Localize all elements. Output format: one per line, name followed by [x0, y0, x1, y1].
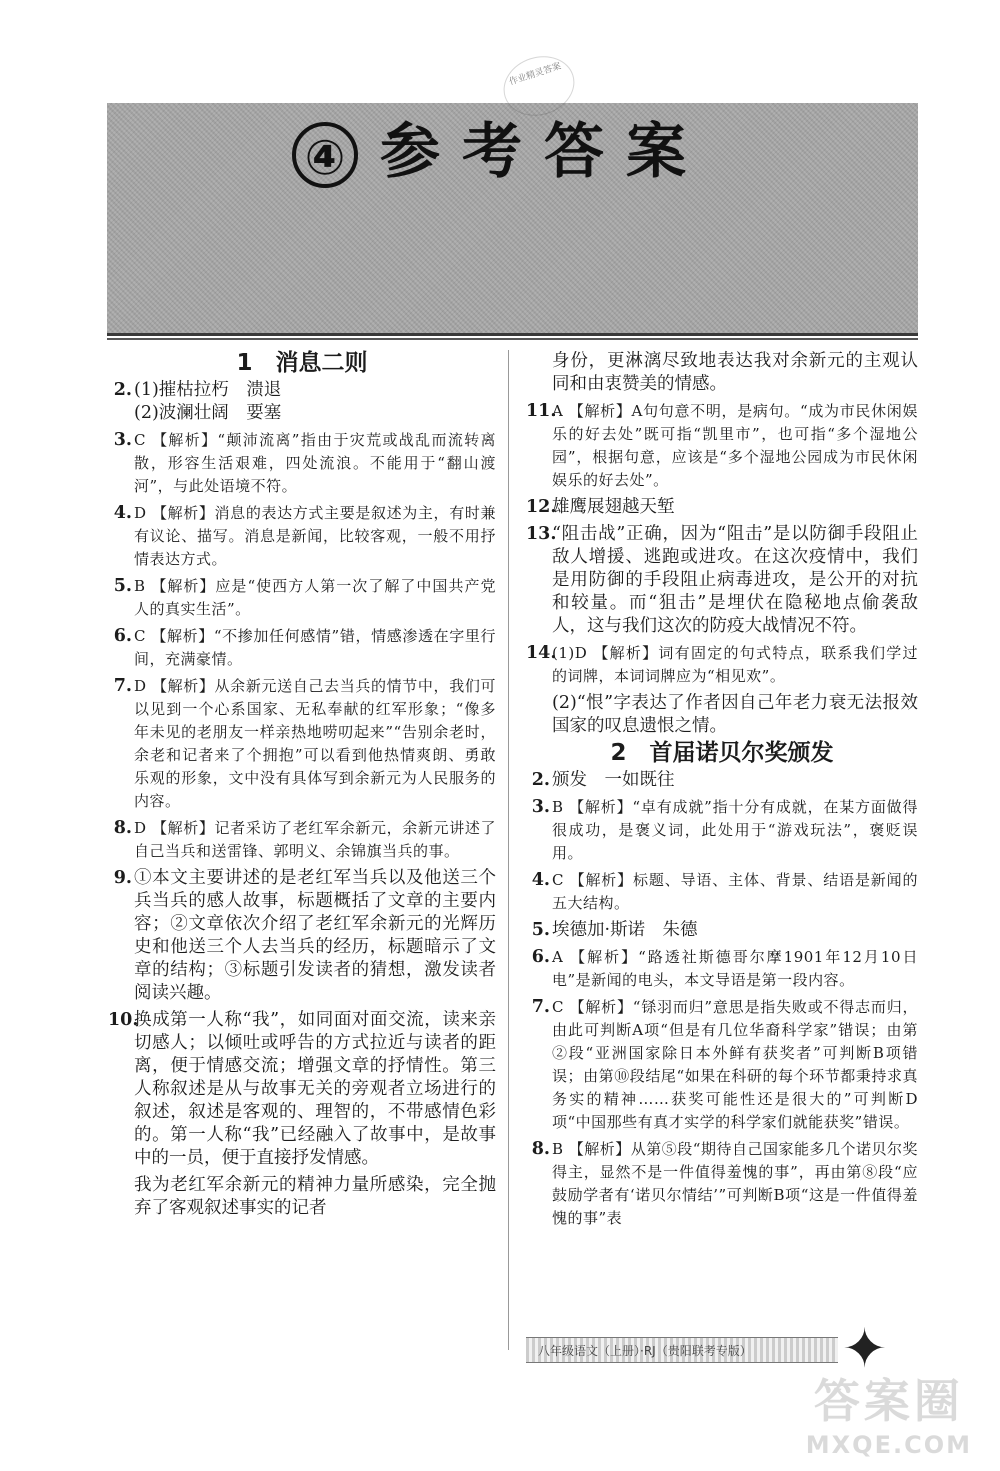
answer-number: 7. [531, 997, 550, 1017]
answer-text: D 【解析】记者采访了老红军余新元，余新元讲述了自己当兵和送雷锋、郭明义、余锦旗当兵的事。 [134, 819, 496, 860]
answer-number: 6. [113, 626, 132, 646]
answer-item [108, 675, 496, 813]
answer-number: 3. [113, 430, 132, 450]
answer-item [526, 642, 918, 688]
answer-item [526, 692, 918, 738]
chapter-number: ④ [292, 122, 358, 188]
answer-number: 3. [531, 797, 550, 817]
answer-number: 12. [526, 497, 557, 517]
answer-item [526, 496, 918, 519]
right-answer-list-b [526, 769, 918, 1230]
page-title [0, 104, 1000, 190]
page-ornament-icon: ✦ [842, 1317, 888, 1380]
answer-number: 2. [531, 770, 550, 790]
answer-item [526, 1138, 918, 1230]
section-title-2: 2 首届诺贝尔奖颁发 [610, 740, 834, 766]
answer-line: (2)波澜壮阔 要塞 [134, 403, 282, 423]
answer-number: 11. [526, 401, 557, 421]
answer-text: C 【解析】“不掺加任何感情”错，情感渗透在字里行间，充满豪情。 [134, 627, 496, 668]
answer-item [108, 817, 496, 863]
answer-text [134, 379, 496, 425]
answer-number: 4. [531, 870, 550, 890]
answer-number: 5. [113, 576, 132, 596]
answer-item [108, 867, 496, 1005]
answer-item [108, 502, 496, 571]
answer-text: B 【解析】从第⑤段“期待自己国家能多几个诺贝尔奖得主，显然不是一件值得羞愧的事”，再由第⑧段“应鼓励学者有‘诺贝尔情结’”可判断B项“这是一件值得羞愧的事”表 [552, 1140, 918, 1227]
answer-item [108, 379, 496, 425]
column-divider [508, 350, 509, 1350]
answer-item [108, 429, 496, 498]
answer-text: A 【解析】A句句意不明，是病句。“成为市民休闲娱乐的好去处”既可指“凯里市”，也可指“多个湿地公园”，根据句意，应该是“多个湿地公园成为市民休闲娱乐的好去处”。 [552, 402, 918, 489]
left-column [108, 350, 496, 1224]
continued-text: 身份，更淋漓尽致地表达我对余新元的主观认同和由衷赞美的情感。 [552, 351, 918, 394]
answer-item [526, 769, 918, 792]
answer-text: 我为老红军余新元的精神力量所感染，完全抛弃了客观叙述事实的记者 [134, 1175, 496, 1218]
answer-item [108, 625, 496, 671]
answer-item [526, 523, 918, 638]
answer-line: (1)摧枯拉朽 溃退 [134, 380, 282, 400]
watermark-logo: 答案圈 [813, 1374, 964, 1428]
answer-number: 13. [526, 524, 557, 544]
answer-text: 雄鹰展翅越天堑 [552, 497, 675, 517]
answer-item [526, 946, 918, 992]
watermark [806, 1365, 972, 1459]
answer-number: 4. [113, 503, 132, 523]
answer-text: B 【解析】应是“使西方人第一次了解了中国共产党人的真实生活”。 [134, 577, 496, 618]
answer-number: 8. [531, 1139, 550, 1159]
answer-text: A 【解析】“路透社斯德哥尔摩1901年12月10日电”是新闻的电头，本文导语是第一段内容。 [552, 948, 918, 989]
answer-number: 2. [113, 380, 132, 400]
continued-answer [526, 350, 918, 396]
answer-item [526, 796, 918, 865]
footer-label: 八年级语文（上册）·RJ（贵阳联考专版） [538, 1344, 752, 1358]
section-title-1: 1 消息二则 [236, 350, 368, 376]
answer-number: 8. [113, 818, 132, 838]
watermark-url: MXQE.COM [805, 1431, 972, 1459]
answer-text: 换成第一人称“我”，如同面对面交流，读来亲切感人；以倾吐或呼告的方式拉近与读者的距离，便于情感交流；增强文章的抒情性。第三人称叙述是从与故事无关的旁观者立场进行的叙述，叙述是客观的、理智的，不带感情色彩的。第一人称“我”已经融入了故事中，是故事中的一员，便于直接抒发情感。 [134, 1010, 496, 1168]
answer-number: 10. [108, 1010, 139, 1030]
left-answer-list [108, 379, 496, 1220]
answer-text: (1)D 【解析】词有固定的句式特点，联系我们学过的词牌，本词词牌应为“相见欢”。 [552, 644, 918, 685]
answer-text: ①本文主要讲述的是老红军当兵以及他送三个兵当兵的感人故事，标题概括了文章的主要内容；②文章依次介绍了老红军余新元的光辉历史和他送三个人去当兵的经历，标题暗示了文章的结构；③标题引发读者的猜想，激发读者阅读兴趣。 [134, 868, 496, 1003]
answer-item [526, 869, 918, 915]
answer-item [108, 575, 496, 621]
answer-item [526, 919, 918, 942]
answer-number: 5. [531, 920, 550, 940]
answer-number: 6. [531, 947, 550, 967]
answer-text: (2)“恨”字表达了作者因自己年老力衰无法报效国家的叹息遗恨之情。 [552, 693, 918, 736]
right-answer-list-a [526, 400, 918, 738]
answer-text: C 【解析】标题、导语、主体、背景、结语是新闻的五大结构。 [552, 871, 918, 912]
footer-bar [526, 1337, 838, 1363]
answer-text: 颁发 一如既往 [552, 770, 675, 790]
answer-text: D 【解析】从余新元送自己去当兵的情节中，我们可以见到一个心系国家、无私奉献的红军形象；“像多年未见的老朋友一样亲热地唠叨起来”“告别余老时，余老和记者来了个拥抱”可以看到他热情爽朗、勇敢乐观的形象，文中没有具体写到余新元为人民服务的内容。 [134, 677, 496, 810]
answer-item [108, 1174, 496, 1220]
answer-number: 9. [113, 868, 132, 888]
answer-text: “阻击战”正确，因为“阻击”是以防御手段阻止敌人增援、逃跑或进攻。在这次疫情中，我们是用防御的手段阻止病毒进攻，是公开的对抗和较量。而“狙击”是埋伏在隐秘地点偷袭敌人，这与我们这次的防疫大战情况不符。 [552, 524, 918, 636]
answer-text: C 【解析】“铩羽而归”意思是指失败或不得志而归，由此可判断A项“但是有几位华裔科学家”错误；由第②段“亚洲国家除日本外鲜有获奖者”可判断B项错误；由第⑩段结尾“如果在科研的每个环节都秉持求真务实的精神……获奖可能性还是很大的”可判断D项“中国那些有真才实学的科学家们就能获奖”错误。 [552, 998, 918, 1131]
answer-number: 7. [113, 676, 132, 696]
answer-text: 埃德加·斯诺 朱德 [552, 920, 698, 940]
answer-number: 14. [526, 643, 557, 663]
answer-number [526, 692, 552, 738]
header-rule [107, 338, 918, 340]
answer-text: C 【解析】“颠沛流离”指由于灾荒或战乱而流转离散，形容生活艰难，四处流浪。不能用于“翻山渡河”，与此处语境不符。 [134, 431, 496, 495]
answer-item [108, 1009, 496, 1170]
answer-text: B 【解析】“卓有成就”指十分有成就，在某方面做得很成功，是褒义词，此处用于“游戏玩法”，褒贬误用。 [552, 798, 918, 862]
answer-item [526, 996, 918, 1134]
answer-item [526, 400, 918, 492]
right-column [526, 350, 918, 1234]
answer-text: D 【解析】消息的表达方式主要是叙述为主，有时兼有议论、描写。消息是新闻，比较客观，一般不用抒情表达方式。 [134, 504, 496, 568]
stamp-text: 作业精灵答案 [508, 61, 563, 88]
answer-number [108, 1174, 134, 1220]
title-text: 参考答案 [380, 117, 708, 187]
